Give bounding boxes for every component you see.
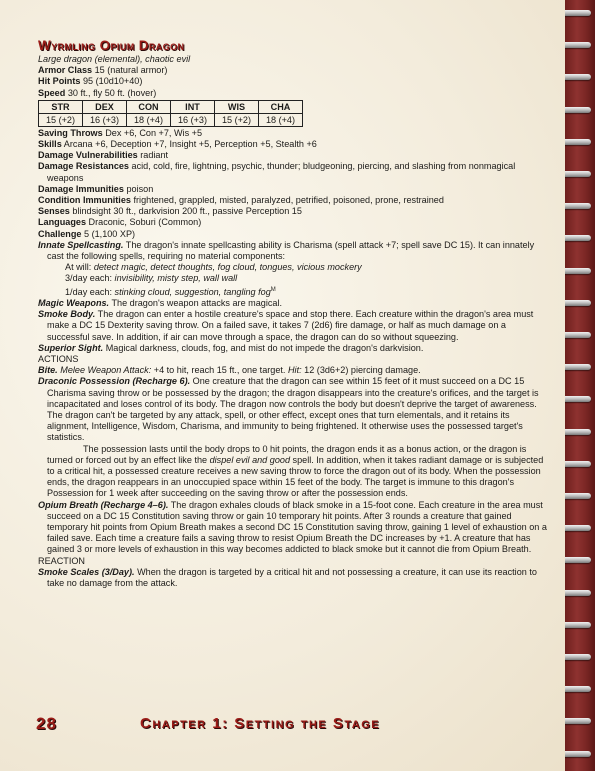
reaction-smoke-scales: Smoke Scales (3/Day). When the dragon is targeted by a critical hit and not possessing a creature, it can use its reaction to take no damage from the attack. — [38, 566, 537, 588]
ability-header: CON — [127, 100, 171, 113]
binder-ring — [565, 107, 591, 113]
binder-ring — [565, 654, 591, 660]
ability-score: 15 (+2) — [215, 113, 259, 126]
attribute-line: Hit Points 95 (10d10+40) — [38, 76, 143, 87]
actions-heading: ACTIONS — [38, 353, 79, 364]
spell-line: At will: detect magic, detect thoughts, fog cloud, tongues, vicious mockery — [65, 262, 362, 273]
binder-ring — [565, 364, 591, 370]
trait-line: Languages Draconic, Soburi (Common) — [38, 217, 202, 228]
action-opium-breath: Opium Breath (Recharge 4–6). The dragon exhales clouds of black smoke in a 15-foot cone. Each creature in the area must succeed on a DC 15 Constitution saving throw or gain 10 temporary hit points. After 3 rounds a creature that gained temporary hit points from Opium Breath makes a second DC 15 Constitution saving throw, gaining 1 level of exhaustion on a failed save. Each time a creature fails a saving throw to resist Opium Breath the DC increases by +1. A creature that has gained 3 or more levels of exhaustion in this way becomes addicted to black smoke but it cannot die from Opium Breath. — [38, 499, 547, 555]
spellcasting-feature: Innate Spellcasting. The dragon's innate spellcasting ability is Charisma (spell attack +7; spell save DC 15). It can innately cast the following spells, requiring no material components: — [38, 239, 535, 262]
feature-superior-sight: Superior Sight. Magical darkness, clouds, fog, and mist do not impede the dragon's darkvision. — [38, 342, 424, 353]
trait-line: Damage Immunities poison — [38, 183, 154, 194]
ability-score: 16 (+3) — [83, 113, 127, 126]
binder-ring — [565, 42, 591, 48]
spell-line: 3/day each: invisibility, misty step, wall wall — [65, 273, 238, 284]
trait-line: Skills Arcana +6, Deception +7, Insight +5, Perception +5, Stealth +6 — [38, 139, 317, 150]
binder-ring — [565, 525, 591, 531]
monster-title: Wyrmling Opium Dragon — [38, 38, 185, 53]
page-footer — [0, 712, 565, 736]
binder-ring — [565, 171, 591, 177]
ability-score: 18 (+4) — [259, 113, 303, 126]
monster-type: Large dragon (elemental), chaotic evil — [38, 54, 191, 64]
binder-ring — [565, 718, 591, 724]
binder-ring — [565, 461, 591, 467]
binder-ring — [565, 203, 591, 209]
ability-header-row — [39, 100, 303, 113]
ability-header: CHA — [259, 100, 303, 113]
feature-smoke-body: Smoke Body. The dragon can enter a hostile creature's space and stop there. Each creature within the dragon's area must make a DC 15 Dexterity saving throw. On a failed save, it takes 7 (2d6) fire damage, or half as much damage on a successful save. In addition, if air can move through a space, the dragon can do so without squeezing. — [38, 309, 534, 342]
binder-ring — [565, 139, 591, 145]
binder-ring — [565, 493, 591, 499]
trait-line: Saving Throws Dex +6, Con +7, Wis +5 — [38, 127, 203, 138]
binder-ring — [565, 622, 591, 628]
trait-line: Condition Immunities frightened, grappled, misted, paralyzed, petrified, poisoned, prone, restrained — [38, 195, 444, 206]
core-attributes — [38, 65, 548, 99]
trait-list — [38, 128, 548, 240]
binder-ring — [565, 332, 591, 338]
ability-header: DEX — [83, 100, 127, 113]
trait-line: Damage Vulnerabilities radiant — [38, 150, 169, 161]
ability-score: 18 (+4) — [127, 113, 171, 126]
ability-score-table — [38, 100, 303, 127]
binder-ring — [565, 590, 591, 596]
ability-score: 16 (+3) — [171, 113, 215, 126]
binder-ring — [565, 751, 591, 757]
binder-ring — [565, 686, 591, 692]
binder-ring — [565, 74, 591, 80]
trait-line: Damage Resistances acid, cold, fire, lightning, psychic, thunder; bludgeoning, piercing, and slashing from nonmagical weapons — [38, 161, 516, 183]
action-bite: Bite. Melee Weapon Attack: +4 to hit, reach 15 ft., one target. Hit: 12 (3d6+2) piercing damage. — [38, 365, 421, 376]
ability-score-row — [39, 113, 303, 126]
trait-line: Challenge 5 (1,100 XP) — [38, 228, 136, 239]
trait-line: Senses blindsight 30 ft., darkvision 200 ft., passive Perception 15 — [38, 206, 302, 217]
binder-ring — [565, 300, 591, 306]
feature-magic-weapons: Magic Weapons. The dragon's weapon attacks are magical. — [38, 297, 283, 308]
binder-ring — [565, 396, 591, 402]
chapter-title: Chapter 1: Setting the Stage — [140, 715, 381, 732]
binder-ring — [565, 268, 591, 274]
ability-header: STR — [39, 100, 83, 113]
attribute-line: Speed 30 ft., fly 50 ft. (hover) — [38, 87, 157, 98]
binder-ring — [565, 557, 591, 563]
spell-line: 1/day each: stinking cloud, suggestion, tangling fog$^M$ — [65, 286, 276, 297]
action-draconic-possession: Draconic Possession (Recharge 6). One creature that the dragon can see within 15 feet of it must succeed on a DC 15 Charisma saving throw or be possessed by the dragon; the dragon disappears into the creature's orifices, and the target is incapacitated and loses control of its body. The dragon now controls the body but doesn't deprive the target of awareness. The dragon can't be targeted by any attack, spell, or other effect, except ones that turn elementals, and it retains its alignment, Intelligence, Wisdom, Charisma, and immunity to being frightened. It otherwise uses the possessed target's statistics. — [38, 376, 539, 443]
binder-spine — [565, 0, 595, 771]
binder-ring — [565, 235, 591, 241]
ability-score: 15 (+2) — [39, 113, 83, 126]
binder-ring — [565, 429, 591, 435]
reaction-heading: REACTION — [38, 555, 85, 566]
action-draconic-possession-cont: The possession lasts until the body drops to 0 hit points, the dragon ends it as a bonus action, or the dragon is turned or forced out by an effect like the dispel evil and good spell. In addition, when it takes radiant damage or is subjected to a critical hit, a possessed creature receives a new saving throw to force the dragon out of its body. When the possession ends, the dragon reappears in an unoccupied space within 15 feet of the body. The target is immune to this dragon's Possession for 1 week after succeeding on the saving throw or after the possession ends. — [47, 443, 544, 499]
page-number: 28 — [36, 714, 57, 733]
stat-block — [38, 38, 548, 589]
ability-header: INT — [171, 100, 215, 113]
ability-header: WIS — [215, 100, 259, 113]
binder-ring — [565, 10, 591, 16]
attribute-line: Armor Class 15 (natural armor) — [38, 65, 168, 76]
